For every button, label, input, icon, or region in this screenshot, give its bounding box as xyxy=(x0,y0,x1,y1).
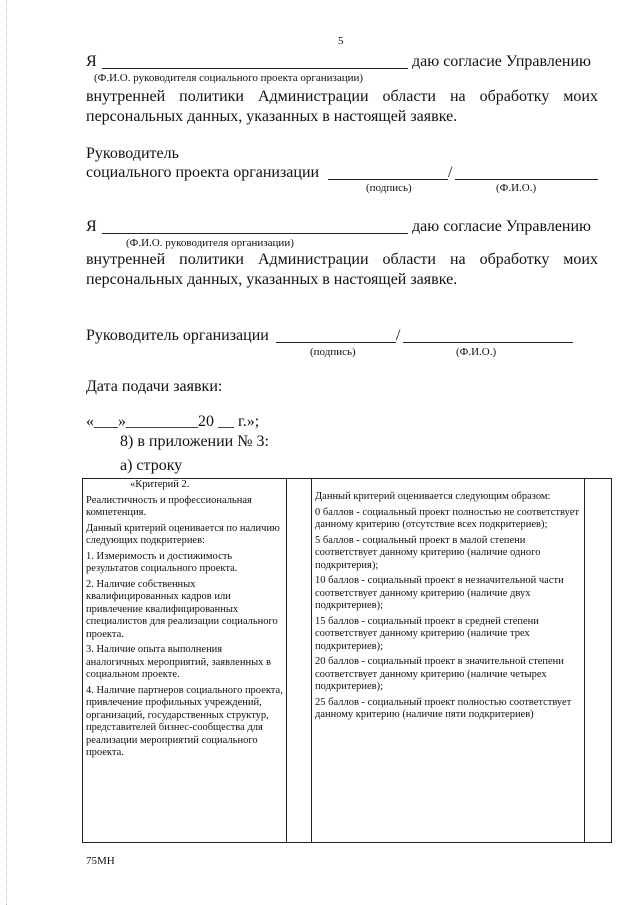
fio-short-line-1 xyxy=(455,179,598,180)
consent-ya-1: Я xyxy=(86,53,97,70)
consent-suffix-1: даю согласие Управлению xyxy=(412,53,591,70)
consent-text-line2-2: внутренней политики Администрации области на обработку моих xyxy=(86,251,598,268)
subcriterion-2: 2. Наличие собственных квалифицированных кадров или привлечение квалифицированных специалистов для реализации социального проекта. xyxy=(86,578,278,640)
fio-line-1 xyxy=(102,68,408,69)
sign-label-line2: социального проекта организации xyxy=(86,164,320,181)
fio-caption-1: (Ф.И.О. руководителя социального проекта организации) xyxy=(94,72,364,84)
signature-caption-2: (подпись) xyxy=(310,346,356,358)
table-row xyxy=(83,479,612,843)
submission-date-line: «___»_________20 __ г.»; xyxy=(86,413,260,430)
fio-caption-2: (Ф.И.О. руководителя организации) xyxy=(126,237,294,249)
signature-caption-1: (подпись) xyxy=(366,182,412,194)
signature-line-1 xyxy=(328,179,448,180)
criteria-right-cell xyxy=(312,479,585,843)
score-0: 0 баллов - социальный проект полностью не соответствует данному критерию (отсутствие всех подкритериев); xyxy=(315,506,579,530)
fio-caption-short-1: (Ф.И.О.) xyxy=(496,182,537,194)
page-number: 5 xyxy=(338,35,344,47)
sign2-label: Руководитель организации xyxy=(86,327,269,344)
fio-short-line-2 xyxy=(403,342,573,343)
slash-2: / xyxy=(396,327,401,344)
submission-label: Дата подачи заявки: xyxy=(86,378,223,395)
criteria-left-cell xyxy=(83,479,287,843)
criterion-intro: Данный критерий оценивается по наличию следующих подкритериев: xyxy=(86,522,280,546)
consent-text-line3-2: персональных данных, указанных в настоящей заявке. xyxy=(86,271,458,288)
score-25: 25 баллов - социальный проект полностью соответствует данному критерию (наличие пяти подкритериев) xyxy=(315,696,572,720)
score-15: 15 баллов - социальный проект в средней степени соответствует данному критерию (наличие трех подкритериев); xyxy=(315,615,539,652)
criterion-name: Реалистичность и профессиональная компетенция. xyxy=(86,494,252,518)
subcriterion-3: 3. Наличие опыта выполнения аналогичных мероприятий, заявленных в социальном проекте. xyxy=(86,644,271,680)
score-10: 10 баллов - социальный проект в незначительной части соответствует данному критерию (наличие двух подкритериев); xyxy=(315,575,564,611)
fio-line-2 xyxy=(102,233,408,234)
scoring-intro: Данный критерий оценивается следующим образом: xyxy=(315,491,551,502)
footer-code: 75МН xyxy=(86,855,115,867)
consent-suffix-2: даю согласие Управлению xyxy=(412,218,591,235)
subcriterion-1: 1. Измеримость и достижимость результатов социального проекта. xyxy=(86,550,238,574)
signature-line-2 xyxy=(276,342,396,343)
consent-text-line3-1: персональных данных, указанных в настоящей заявке. xyxy=(86,108,458,125)
criteria-end-cell xyxy=(585,479,612,843)
criterion-title: «Критерий 2. xyxy=(130,479,190,490)
criteria-table xyxy=(82,478,612,843)
criteria-spacer-cell xyxy=(287,479,312,843)
fio-caption-short-2: (Ф.И.О.) xyxy=(456,346,497,358)
scan-edge xyxy=(6,0,7,905)
score-5: 5 баллов - социальный проект в малой степени соответствует данному критерию (наличие одного подкритерия); xyxy=(315,534,541,571)
subcriterion-4: 4. Наличие партнеров социального проекта, привлечение профильных учреждений, организаций, государственных структур, представителей бизнес-сообщества для реализации мероприятий социального проекта. xyxy=(86,684,283,758)
consent-text-line2-1: внутренней политики Администрации области на обработку моих xyxy=(86,88,598,105)
consent-ya-2: Я xyxy=(86,218,97,235)
appendix-item: 8) в приложении № 3: xyxy=(120,433,269,450)
score-20: 20 баллов - социальный проект в значительной степени соответствует данному критерию (наличие четырех подкритериев); xyxy=(315,656,564,692)
slash-1: / xyxy=(448,164,453,181)
sign-label-line1: Руководитель xyxy=(86,145,179,162)
appendix-subitem: а) строку xyxy=(120,457,183,474)
